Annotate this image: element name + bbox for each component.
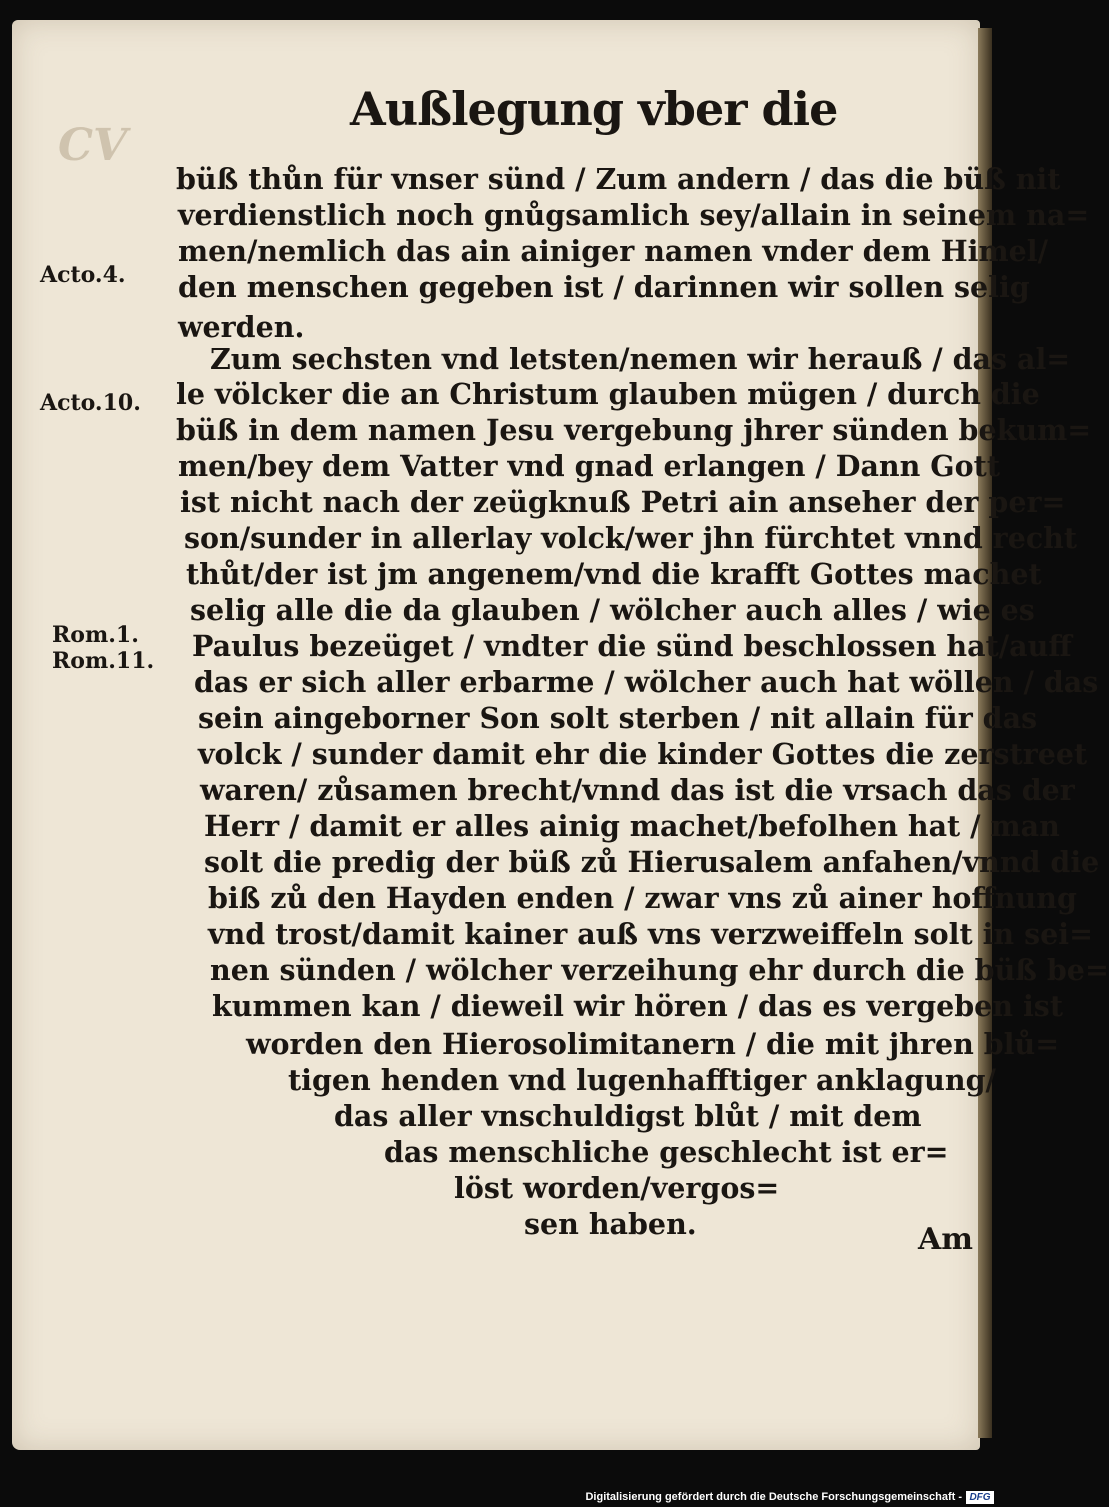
margin-note: Acto.4. [40, 262, 126, 288]
text-line: das er sich aller erbarme / wölcher auch hat wöllen / das [194, 665, 1099, 699]
text-line: le völcker die an Christum glauben mügen / durch die [176, 377, 1040, 411]
text-line: solt die predig der büß zů Hierusalem anfahen/vnnd die [204, 845, 1100, 879]
text-line: Paulus bezeüget / vndter die sünd beschlossen hat/auff [192, 629, 1072, 663]
text-line: sein aingeborner Son solt sterben / nit allain für das [198, 701, 1038, 735]
text-line: nen sünden / wölcher verzeihung ehr durch die büß be= [210, 953, 1109, 987]
text-line: sen haben. [524, 1207, 697, 1241]
text-line: das menschliche geschlecht ist er= [384, 1135, 949, 1169]
text-line: worden den Hierosolimitanern / die mit jhren blů= [246, 1027, 1060, 1061]
text-line: waren/ zůsamen brecht/vnnd das ist die vrsach das der [200, 773, 1075, 807]
catchword: Am [918, 1222, 974, 1257]
text-line: Herr / damit er alles ainig machet/befolhen hat / man [204, 809, 1060, 843]
text-line: ist nicht nach der zeügknuß Petri ain anseher der per= [180, 485, 1066, 519]
margin-note: Acto.10. [40, 390, 141, 416]
dfg-logo-icon: DFG [966, 1491, 994, 1504]
text-line: volck / sunder damit ehr die kinder Gottes die zerstreet [198, 737, 1088, 771]
faded-page-mark: CV [58, 120, 128, 171]
page-title: Außlegung vber die [350, 82, 838, 136]
text-line: verdienstlich noch gnůgsamlich sey/allain in seinem na= [178, 198, 1090, 232]
text-line: Zum sechsten vnd letsten/nemen wir herauß / das al= [210, 342, 1071, 376]
text-line: das aller vnschuldigst blůt / mit dem [334, 1099, 922, 1133]
margin-note: Rom.11. [52, 648, 155, 674]
text-line: löst worden/vergos= [454, 1171, 780, 1205]
text-line: vnd trost/damit kainer auß vns verzweiffeln solt in sei= [208, 917, 1093, 951]
margin-note: Rom.1. [52, 622, 139, 648]
footer-credit: Digitalisierung gefördert durch die Deutsche Forschungsgemeinschaft - [585, 1491, 962, 1503]
text-line: kummen kan / dieweil wir hören / das es vergeben ist [212, 989, 1063, 1023]
text-line: thůt/der ist jm angenem/vnd die krafft Gottes machet [186, 557, 1042, 591]
text-line: werden. [178, 310, 305, 344]
text-line: selig alle die da glauben / wölcher auch alles / wie es [190, 593, 1035, 627]
text-line: büß in dem namen Jesu vergebung jhrer sünden bekum= [176, 413, 1092, 447]
text-line: men/nemlich das ain ainiger namen vnder dem Himel/ [178, 234, 1049, 268]
text-line: büß thůn für vnser sünd / Zum andern / das die büß nit [176, 162, 1061, 196]
text-line: den menschen gegeben ist / darinnen wir sollen selig [178, 270, 1030, 304]
text-line: men/bey dem Vatter vnd gnad erlangen / Dann Gott [178, 449, 1000, 483]
text-line: son/sunder in allerlay volck/wer jhn fürchtet vnnd recht [184, 521, 1078, 555]
text-line: biß zů den Hayden enden / zwar vns zů ainer hoffnung [208, 881, 1077, 915]
text-line: tigen henden vnd lugenhafftiger anklagung/ [288, 1063, 996, 1097]
